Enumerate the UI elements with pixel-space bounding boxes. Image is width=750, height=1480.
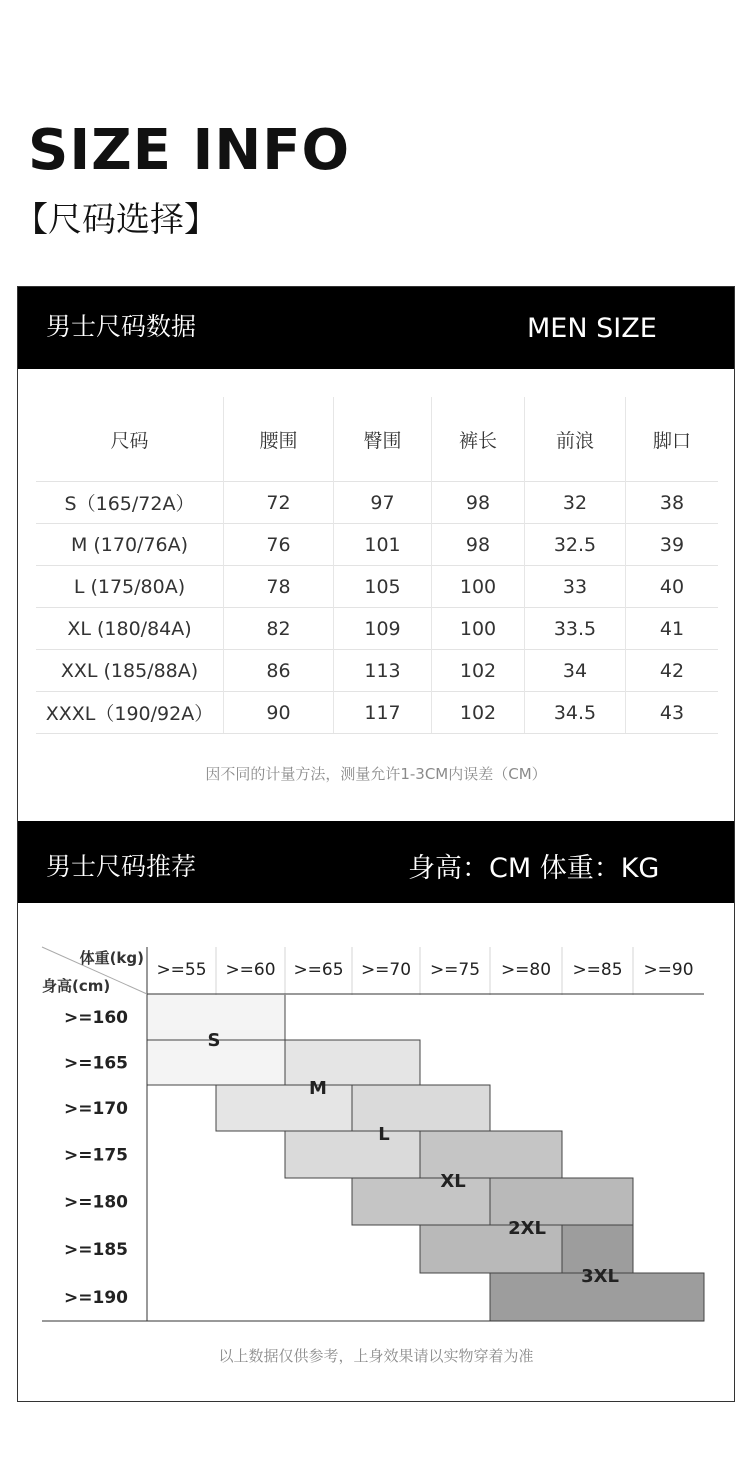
- weight-tick-label: >=75: [429, 960, 481, 980]
- weight-tick-label: >=85: [572, 960, 623, 980]
- weight-tick-label: >=65: [293, 960, 344, 980]
- page-title: SIZE INFO: [28, 118, 351, 183]
- size-label: XL: [440, 1171, 466, 1192]
- weight-tick-label: >=90: [643, 960, 694, 980]
- size-recommend-chart: [18, 927, 734, 1327]
- size-block: [352, 1178, 490, 1225]
- height-tick-label: >=165: [64, 1053, 128, 1074]
- table-cell: 33: [525, 566, 626, 608]
- table-cell: 98: [432, 482, 525, 524]
- table-cell: 38: [626, 482, 719, 524]
- table-row: [36, 524, 718, 566]
- height-tick-label: >=175: [64, 1145, 128, 1166]
- size-data-heading: 男士尺码数据: [46, 312, 197, 341]
- table-cell: 40: [626, 566, 719, 608]
- weight-tick-label: >=80: [500, 960, 552, 980]
- column-header: 裤长: [432, 397, 525, 482]
- table-cell: 78: [224, 566, 334, 608]
- height-axis-title: 身高(cm): [42, 977, 111, 995]
- table-cell: 34: [525, 650, 626, 692]
- table-cell: 105: [334, 566, 432, 608]
- size-label: 3XL: [581, 1266, 619, 1287]
- height-tick-label: >=180: [64, 1192, 128, 1213]
- table-cell: 90: [224, 692, 334, 734]
- measurement-note: 因不同的计量方法，测量允许1-3CM内误差（CM）: [205, 765, 547, 783]
- table-cell: 39: [626, 524, 719, 566]
- size-block: [285, 1131, 420, 1178]
- table-row: [36, 650, 718, 692]
- table-cell: 86: [224, 650, 334, 692]
- column-header: 腰围: [224, 397, 334, 482]
- size-label: 2XL: [508, 1218, 546, 1239]
- size-table-body: [36, 482, 718, 734]
- column-header: 脚口: [652, 429, 691, 452]
- table-cell: M (170/76A): [36, 524, 224, 566]
- size-info-panel: [17, 286, 735, 1402]
- table-cell: XXL (185/88A): [36, 650, 224, 692]
- reference-note: 以上数据仅供参考，上身效果请以实物穿着为准: [218, 1347, 534, 1365]
- weight-tick-label: >=60: [225, 960, 276, 980]
- column-header: 前浪: [525, 397, 626, 482]
- table-cell: 102: [432, 650, 525, 692]
- table-cell: S（165/72A）: [36, 482, 224, 524]
- size-block: [285, 1040, 420, 1085]
- table-cell: 100: [432, 566, 525, 608]
- size-label: L: [378, 1124, 390, 1145]
- weight-tick-label: >=55: [156, 960, 207, 980]
- weight-tick-label: >=70: [360, 960, 412, 980]
- height-tick-label: >=185: [64, 1240, 128, 1260]
- men-size-label: MEN SIZE: [527, 313, 657, 344]
- table-cell: 97: [334, 482, 432, 524]
- table-cell: 42: [626, 650, 719, 692]
- size-table: [36, 397, 718, 734]
- table-cell: 72: [224, 482, 334, 524]
- table-cell: 98: [432, 524, 525, 566]
- table-cell: XXXL（190/92A）: [36, 692, 224, 734]
- table-cell: 117: [334, 692, 432, 734]
- table-cell: 41: [626, 608, 719, 650]
- page-subtitle: 【尺码选择】: [14, 200, 218, 240]
- size-data-header-bar: [18, 287, 734, 369]
- table-cell: 76: [224, 524, 334, 566]
- height-tick-label: >=160: [64, 1008, 128, 1028]
- table-cell: L (175/80A): [36, 566, 224, 608]
- table-cell: 101: [334, 524, 432, 566]
- height-tick-label: >=190: [64, 1288, 128, 1308]
- table-row: [36, 566, 718, 608]
- table-cell: 33.5: [525, 608, 626, 650]
- size-block: [216, 1085, 352, 1131]
- units-label: 身高：CM 体重：KG: [408, 853, 660, 884]
- table-cell: 100: [432, 608, 525, 650]
- table-cell: 82: [224, 608, 334, 650]
- size-label: S: [207, 1030, 221, 1051]
- size-label: M: [309, 1078, 327, 1099]
- table-cell: 109: [334, 608, 432, 650]
- table-cell: 32.5: [525, 524, 626, 566]
- table-cell: 32: [525, 482, 626, 524]
- table-cell: 43: [626, 692, 719, 734]
- table-cell: XL (180/84A): [36, 608, 224, 650]
- size-recommend-header-bar: [18, 821, 734, 903]
- size-recommend-heading: 男士尺码推荐: [46, 852, 197, 881]
- table-row: [36, 692, 718, 734]
- table-row: [36, 482, 718, 524]
- table-cell: 102: [432, 692, 525, 734]
- height-tick-label: >=170: [64, 1099, 128, 1119]
- table-cell: 113: [334, 650, 432, 692]
- size-block: [352, 1085, 490, 1131]
- table-row: [36, 608, 718, 650]
- table-cell: 34.5: [525, 692, 626, 734]
- size-table-header-row: [36, 397, 718, 482]
- column-header: 尺码: [36, 397, 224, 482]
- column-header: 臀围: [334, 397, 432, 482]
- weight-axis-title: 体重(kg): [79, 949, 144, 967]
